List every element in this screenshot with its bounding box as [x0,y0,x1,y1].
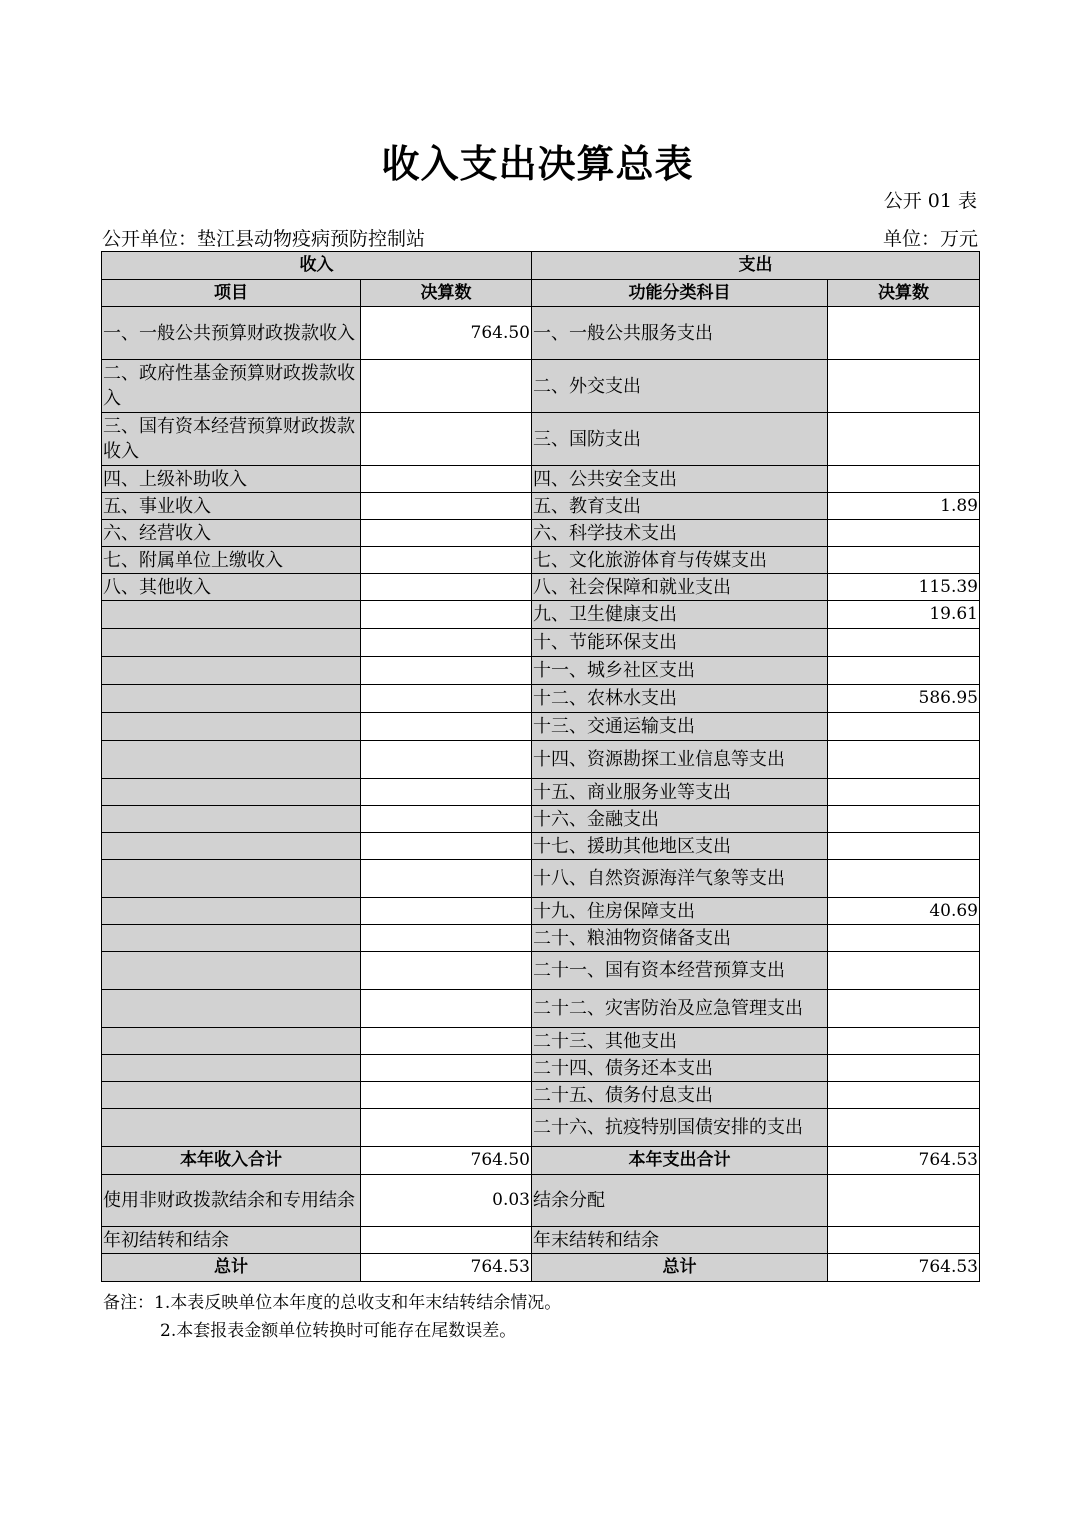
income-value-cell [361,925,532,952]
income-item-cell [102,1028,361,1055]
expense-value-cell [828,1028,980,1055]
income-value-cell [361,657,532,685]
expense-item-cell: 四、公共安全支出 [532,466,828,493]
surplus-allocation-value [828,1175,980,1227]
expense-value-cell: 19.61 [828,601,980,629]
year-income-total-value: 764.50 [361,1147,532,1175]
expense-item-cell: 十一、城乡社区支出 [532,657,828,685]
expense-value-cell [828,713,980,741]
expense-value-cell [828,1109,980,1147]
income-item-cell: 二、政府性基金预算财政拨款收入 [102,360,361,413]
notes [103,1289,561,1345]
income-item-cell [102,898,361,925]
income-item-cell: 一、一般公共预算财政拨款收入 [102,307,361,360]
income-value-cell [361,413,532,466]
table-row [102,601,980,629]
income-header: 收入 [102,252,532,280]
income-value-cell [361,1109,532,1147]
income-item-cell [102,925,361,952]
income-value-cell [361,806,532,833]
income-item-cell: 七、附属单位上缴收入 [102,547,361,574]
table-row [102,833,980,860]
end-carryover-value [828,1227,980,1254]
expense-item-cell: 十七、援助其他地区支出 [532,833,828,860]
expense-item-cell: 五、教育支出 [532,493,828,520]
income-item-cell [102,779,361,806]
table-row [102,925,980,952]
expense-header: 支出 [532,252,980,280]
expense-item-cell: 一、一般公共服务支出 [532,307,828,360]
nonfiscal-value: 0.03 [361,1175,532,1227]
expense-value-cell [828,806,980,833]
income-item-cell [102,952,361,990]
expense-value-cell [828,360,980,413]
expense-item-cell: 十八、自然资源海洋气象等支出 [532,860,828,898]
table-row [102,574,980,601]
begin-carryover-label: 年初结转和结余 [102,1227,361,1254]
expense-item-cell: 十二、农林水支出 [532,685,828,713]
table-row [102,952,980,990]
income-value-cell [361,520,532,547]
year-expense-total-value: 764.53 [828,1147,980,1175]
income-item-cell [102,1082,361,1109]
expense-value-cell [828,741,980,779]
expense-value-cell [828,952,980,990]
table-row [102,990,980,1028]
table-row [102,493,980,520]
income-value-cell [361,898,532,925]
header-row-2 [102,280,980,307]
expense-item-cell: 三、国防支出 [532,413,828,466]
income-item-cell: 六、经营收入 [102,520,361,547]
expense-item-cell: 八、社会保障和就业支出 [532,574,828,601]
grand-total-value-income: 764.53 [361,1254,532,1282]
expense-item-cell: 十四、资源勘探工业信息等支出 [532,741,828,779]
table-row [102,629,980,657]
income-value-cell [361,1082,532,1109]
expense-item-cell: 十六、金融支出 [532,806,828,833]
income-value-cell [361,466,532,493]
table-row [102,547,980,574]
end-carryover-label: 年末结转和结余 [532,1227,828,1254]
income-value-cell [361,360,532,413]
income-item-cell: 三、国有资本经营预算财政拨款收入 [102,413,361,466]
income-item-cell [102,741,361,779]
income-value-cell [361,547,532,574]
carryover-row [102,1227,980,1254]
grand-total-label-income: 总计 [102,1254,361,1282]
item-header: 项目 [102,280,361,307]
table-row [102,413,980,466]
form-number: 公开 01 表 [883,190,977,212]
income-item-cell: 五、事业收入 [102,493,361,520]
table-row [102,1028,980,1055]
nonfiscal-row [102,1175,980,1227]
income-amount-header: 决算数 [361,280,532,307]
table-row [102,657,980,685]
income-value-cell [361,779,532,806]
expense-value-cell [828,860,980,898]
expense-item-cell: 二十五、债务付息支出 [532,1082,828,1109]
income-item-cell [102,990,361,1028]
table-row [102,860,980,898]
expense-item-cell: 二十一、国有资本经营预算支出 [532,952,828,990]
expense-value-cell [828,547,980,574]
income-value-cell [361,990,532,1028]
table-row [102,713,980,741]
expense-value-cell [828,1055,980,1082]
table-row [102,685,980,713]
expense-item-cell: 十五、商业服务业等支出 [532,779,828,806]
grand-total-row [102,1254,980,1282]
income-item-cell [102,713,361,741]
income-value-cell [361,493,532,520]
table-row [102,898,980,925]
expense-item-cell: 十九、住房保障支出 [532,898,828,925]
table-row [102,466,980,493]
income-item-cell [102,601,361,629]
table-row [102,741,980,779]
expense-item-cell: 二、外交支出 [532,360,828,413]
table-row [102,779,980,806]
reporting-unit: 公开单位：垫江县动物疫病预防控制站 [102,228,426,250]
expense-item-cell: 二十三、其他支出 [532,1028,828,1055]
note-line-1: 备注：1.本表反映单位本年度的总收支和年末结转结余情况。 [103,1293,562,1313]
expense-item-cell: 二十、粮油物资储备支出 [532,925,828,952]
page-title: 收入支出决算总表 [381,142,694,186]
income-value-cell [361,1055,532,1082]
income-value-cell [361,574,532,601]
table-row [102,360,980,413]
income-item-cell [102,1109,361,1147]
expense-value-cell: 115.39 [828,574,980,601]
table-row [102,806,980,833]
income-expense-table [101,251,980,1282]
income-item-cell [102,1055,361,1082]
expense-value-cell: 1.89 [828,493,980,520]
income-value-cell [361,685,532,713]
expense-item-cell: 六、科学技术支出 [532,520,828,547]
expense-value-cell [828,990,980,1028]
income-value-cell [361,629,532,657]
income-item-cell: 四、上级补助收入 [102,466,361,493]
function-category-header: 功能分类科目 [532,280,828,307]
income-item-cell [102,860,361,898]
table-row [102,307,980,360]
expense-item-cell: 二十六、抗疫特别国债安排的支出 [532,1109,828,1147]
expense-value-cell [828,520,980,547]
begin-carryover-value [361,1227,532,1254]
expense-value-cell [828,466,980,493]
income-value-cell [361,713,532,741]
income-value-cell [361,833,532,860]
nonfiscal-label: 使用非财政拨款结余和专用结余 [102,1175,361,1227]
expense-amount-header: 决算数 [828,280,980,307]
note-line-2: 2.本套报表金额单位转换时可能存在尾数误差。 [160,1321,517,1341]
grand-total-value-expense: 764.53 [828,1254,980,1282]
expense-item-cell: 七、文化旅游体育与传媒支出 [532,547,828,574]
year-total-row [102,1147,980,1175]
header-row-1 [102,252,980,280]
table-row [102,1055,980,1082]
income-value-cell [361,952,532,990]
expense-item-cell: 二十四、债务还本支出 [532,1055,828,1082]
expense-value-cell [828,779,980,806]
expense-value-cell [828,1082,980,1109]
income-item-cell: 八、其他收入 [102,574,361,601]
expense-value-cell: 586.95 [828,685,980,713]
income-item-cell [102,806,361,833]
income-item-cell [102,833,361,860]
expense-item-cell: 二十二、灾害防治及应急管理支出 [532,990,828,1028]
expense-item-cell: 十三、交通运输支出 [532,713,828,741]
income-value-cell [361,1028,532,1055]
table-row [102,520,980,547]
expense-value-cell [828,657,980,685]
expense-value-cell [828,833,980,860]
income-item-cell [102,685,361,713]
year-expense-total-label: 本年支出合计 [532,1147,828,1175]
income-value-cell [361,601,532,629]
expense-value-cell: 40.69 [828,898,980,925]
expense-value-cell [828,413,980,466]
expense-value-cell [828,925,980,952]
income-item-cell [102,657,361,685]
year-income-total-label: 本年收入合计 [102,1147,361,1175]
income-value-cell [361,860,532,898]
income-value-cell [361,741,532,779]
expense-item-cell: 九、卫生健康支出 [532,601,828,629]
currency-unit: 单位：万元 [882,228,978,250]
expense-value-cell [828,307,980,360]
expense-item-cell: 十、节能环保支出 [532,629,828,657]
surplus-allocation-label: 结余分配 [532,1175,828,1227]
income-item-cell [102,629,361,657]
income-value-cell: 764.50 [361,307,532,360]
expense-value-cell [828,629,980,657]
grand-total-label-expense: 总计 [532,1254,828,1282]
table-row [102,1082,980,1109]
table-row [102,1109,980,1147]
